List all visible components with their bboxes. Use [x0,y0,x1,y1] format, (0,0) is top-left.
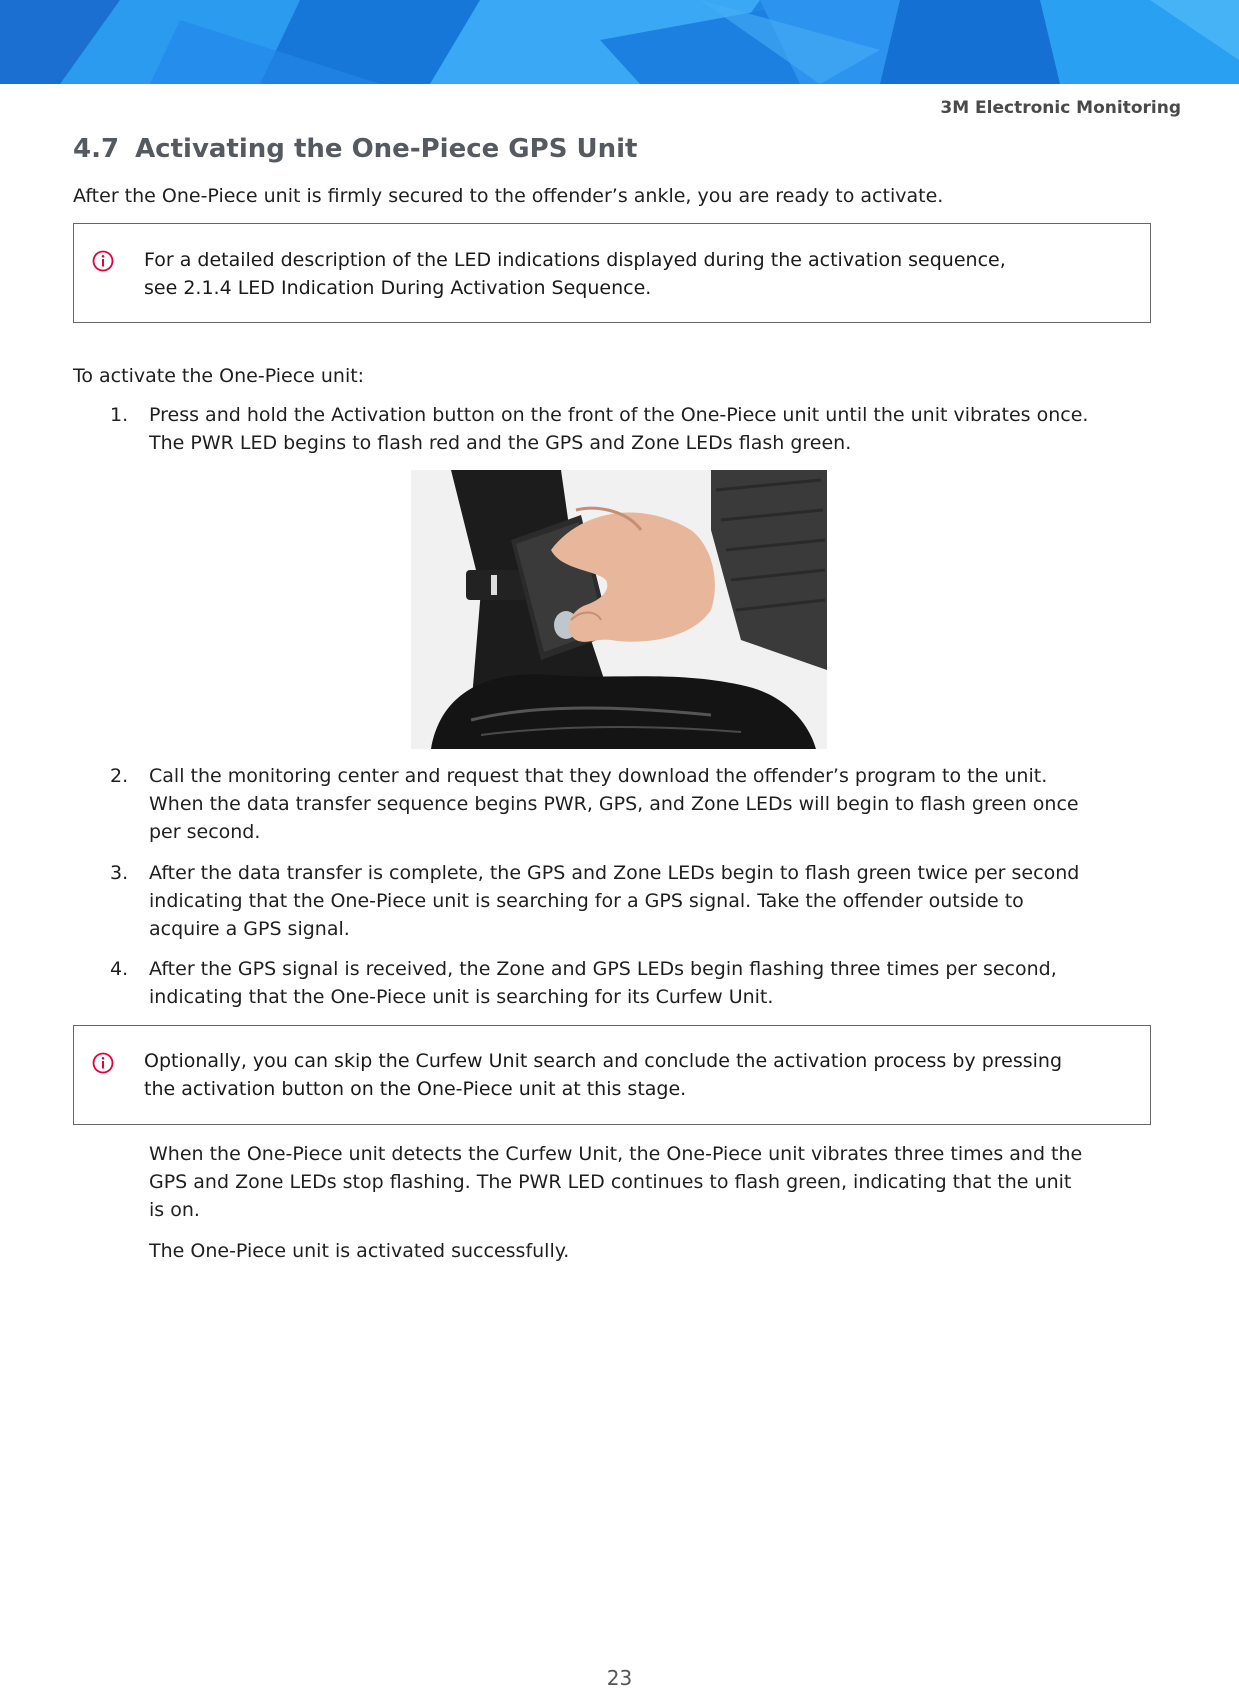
step-text-line: After the GPS signal is received, the Zone and GPS LEDs begin flashing three times per second, [149,958,1057,980]
info-icon [92,1052,114,1074]
section-title: Activating the One-Piece GPS Unit [135,134,638,164]
note-box-led [73,223,1151,323]
step-text-line: acquire a GPS signal. [149,918,350,940]
step-text-line: After the data transfer is complete, the GPS and Zone LEDs begin to flash green twice per second [149,862,1080,884]
lead-paragraph: To activate the One-Piece unit: [73,365,365,387]
step-number: 2. [110,765,129,787]
step-text-line: When the data transfer sequence begins PWR, GPS, and Zone LEDs will begin to flash green once [149,793,1079,815]
device-photo [411,470,827,749]
brand-label: 3M Electronic Monitoring [940,98,1181,118]
section-heading [73,134,637,164]
note-text-line-1: For a detailed description of the LED indications displayed during the activation sequence, [144,249,1006,271]
note-box-skip [73,1025,1151,1125]
step-text-line: per second. [149,821,261,843]
info-icon [92,250,114,272]
note-text-line-1: Optionally, you can skip the Curfew Unit search and conclude the activation process by pressing [144,1050,1063,1072]
step-text-line: Press and hold the Activation button on the front of the One-Piece unit until the unit vibrates once. [149,404,1089,426]
page-number: 23 [606,1666,633,1690]
step-text-line: indicating that the One-Piece unit is searching for a GPS signal. Take the offender outside to [149,890,1024,912]
intro-paragraph: After the One-Piece unit is firmly secured to the offender’s ankle, you are ready to activate. [73,185,944,207]
step-number: 3. [110,862,129,884]
note-text-line-2: the activation button on the One-Piece unit at this stage. [144,1078,687,1100]
step-text-line: The PWR LED begins to flash red and the GPS and Zone LEDs flash green. [149,432,852,454]
step-number: 1. [110,404,129,426]
followup-line: is on. [149,1199,200,1221]
followup-line: When the One-Piece unit detects the Curfew Unit, the One-Piece unit vibrates three times and the [149,1143,1083,1165]
header-banner [0,0,1239,84]
step-text-line: Call the monitoring center and request that they download the offender’s program to the unit. [149,765,1048,787]
section-number: 4.7 [73,134,120,164]
step-text-line: indicating that the One-Piece unit is searching for its Curfew Unit. [149,986,774,1008]
success-paragraph: The One-Piece unit is activated successfully. [149,1240,570,1262]
note-text-line-2: see 2.1.4 LED Indication During Activation Sequence. [144,277,652,299]
step-number: 4. [110,958,129,980]
followup-line: GPS and Zone LEDs stop flashing. The PWR LED continues to flash green, indicating that the unit [149,1171,1072,1193]
